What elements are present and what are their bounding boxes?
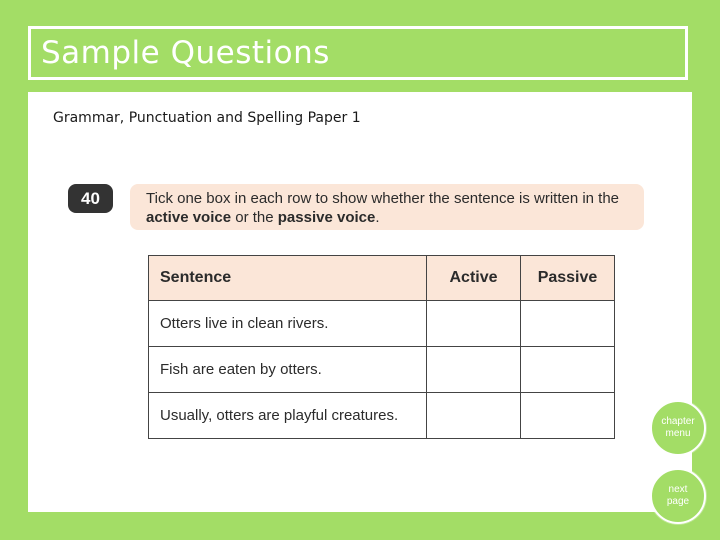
sentence-cell: Fish are eaten by otters.	[149, 347, 427, 393]
question-text	[146, 189, 636, 227]
question-text-part2: or the	[231, 209, 278, 226]
passive-tick-box[interactable]	[521, 301, 615, 347]
question-number-badge: 40	[68, 184, 113, 213]
passive-voice-label: passive voice	[277, 209, 376, 226]
active-tick-box[interactable]	[427, 347, 521, 393]
active-tick-box[interactable]	[427, 301, 521, 347]
question-text-part3: .	[375, 209, 380, 226]
content-panel	[28, 92, 692, 512]
table-row	[149, 301, 615, 347]
sentence-cell: Usually, otters are playful creatures.	[149, 393, 427, 439]
active-voice-label: active voice	[146, 209, 232, 226]
table-row	[149, 393, 615, 439]
title-bar	[28, 26, 688, 80]
header-passive: Passive	[521, 256, 615, 301]
paper-subtitle: Grammar, Punctuation and Spelling Paper 1	[53, 110, 361, 126]
table-row	[149, 347, 615, 393]
sentence-cell: Otters live in clean rivers.	[149, 301, 427, 347]
slide-title: Sample Questions	[41, 35, 330, 71]
active-tick-box[interactable]	[427, 393, 521, 439]
header-active: Active	[427, 256, 521, 301]
next-page-button[interactable]	[650, 468, 706, 524]
next-page-label: next page	[666, 484, 690, 507]
question-text-part1: Tick one box in each row to show whether the sentence is written in the	[146, 190, 620, 207]
answer-table	[148, 255, 615, 439]
chapter-menu-button[interactable]	[650, 400, 706, 456]
chapter-menu-label: chapter menu	[661, 416, 695, 439]
passive-tick-box[interactable]	[521, 347, 615, 393]
header-sentence: Sentence	[149, 256, 427, 301]
table-header-row	[149, 256, 615, 301]
passive-tick-box[interactable]	[521, 393, 615, 439]
